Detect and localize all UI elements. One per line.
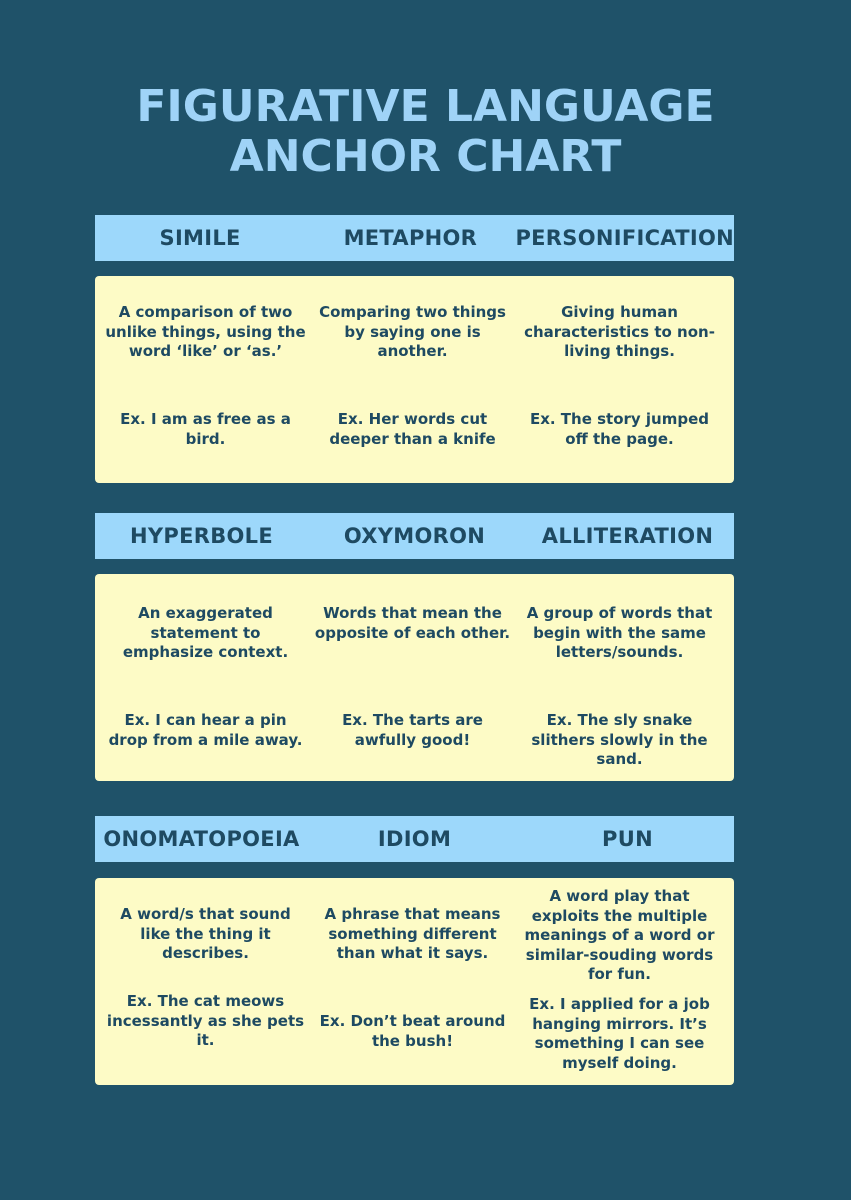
example-hyperbole: Ex. I can hear a pin drop from a mile away. — [108, 711, 303, 749]
page-title-line-1: FIGURATIVE LANGUAGE — [136, 81, 715, 132]
example-simile: Ex. I am as free as a bird. — [120, 410, 291, 448]
term-pun: PUN — [602, 827, 653, 851]
term-onomatopoeia: ONOMATOPOEIA — [103, 827, 300, 851]
definition-onomatopoeia: A word/s that sound like the thing it describes. — [120, 905, 291, 962]
section-1-header-bar — [95, 215, 734, 261]
section-3-header-bar — [95, 816, 734, 862]
definition-alliteration: A group of words that begin with the same letters/sounds. — [526, 604, 713, 661]
term-hyperbole: HYPERBOLE — [130, 524, 273, 548]
example-personification: Ex. The story jumped off the page. — [529, 410, 710, 448]
example-oxymoron: Ex. The tarts are awfully good! — [342, 711, 483, 749]
example-onomatopoeia: Ex. The cat meows incessantly as she pets it. — [106, 992, 305, 1049]
example-metaphor: Ex. Her words cut deeper than a knife — [329, 410, 496, 448]
definition-metaphor: Comparing two things by saying one is another. — [319, 303, 506, 360]
section-1-card — [95, 276, 734, 483]
definition-simile: A comparison of two unlike things, using the word ‘like’ or ‘as.’ — [105, 303, 306, 360]
term-alliteration: ALLITERATION — [541, 524, 714, 548]
definition-idiom: A phrase that means something different than what it says. — [324, 905, 501, 962]
example-pun: Ex. I applied for a job hanging mirrors. It’s something I can see myself doing. — [529, 995, 710, 1072]
example-idiom: Ex. Don’t beat around the bush! — [319, 1012, 506, 1050]
term-metaphor: METAPHOR — [343, 226, 478, 250]
section-3-card — [95, 878, 734, 1085]
example-alliteration: Ex. The sly snake slithers slowly in the sand. — [531, 711, 708, 768]
page-title-line-2: ANCHOR CHART — [229, 131, 622, 182]
definition-pun: A word play that exploits the multiple meanings of a word or similar-souding words for fun. — [524, 887, 715, 983]
section-2-header-bar — [95, 513, 734, 559]
definition-hyperbole: An exaggerated statement to emphasize context. — [122, 604, 289, 661]
definition-personification: Giving human characteristics to non-living things. — [524, 303, 715, 360]
term-simile: SIMILE — [159, 226, 241, 250]
section-2-card — [95, 574, 734, 781]
term-personification: PERSONIFICATION — [515, 226, 734, 250]
term-oxymoron: OXYMORON — [343, 524, 486, 548]
definition-oxymoron: Words that mean the opposite of each other. — [314, 604, 511, 642]
term-idiom: IDIOM — [377, 827, 452, 851]
